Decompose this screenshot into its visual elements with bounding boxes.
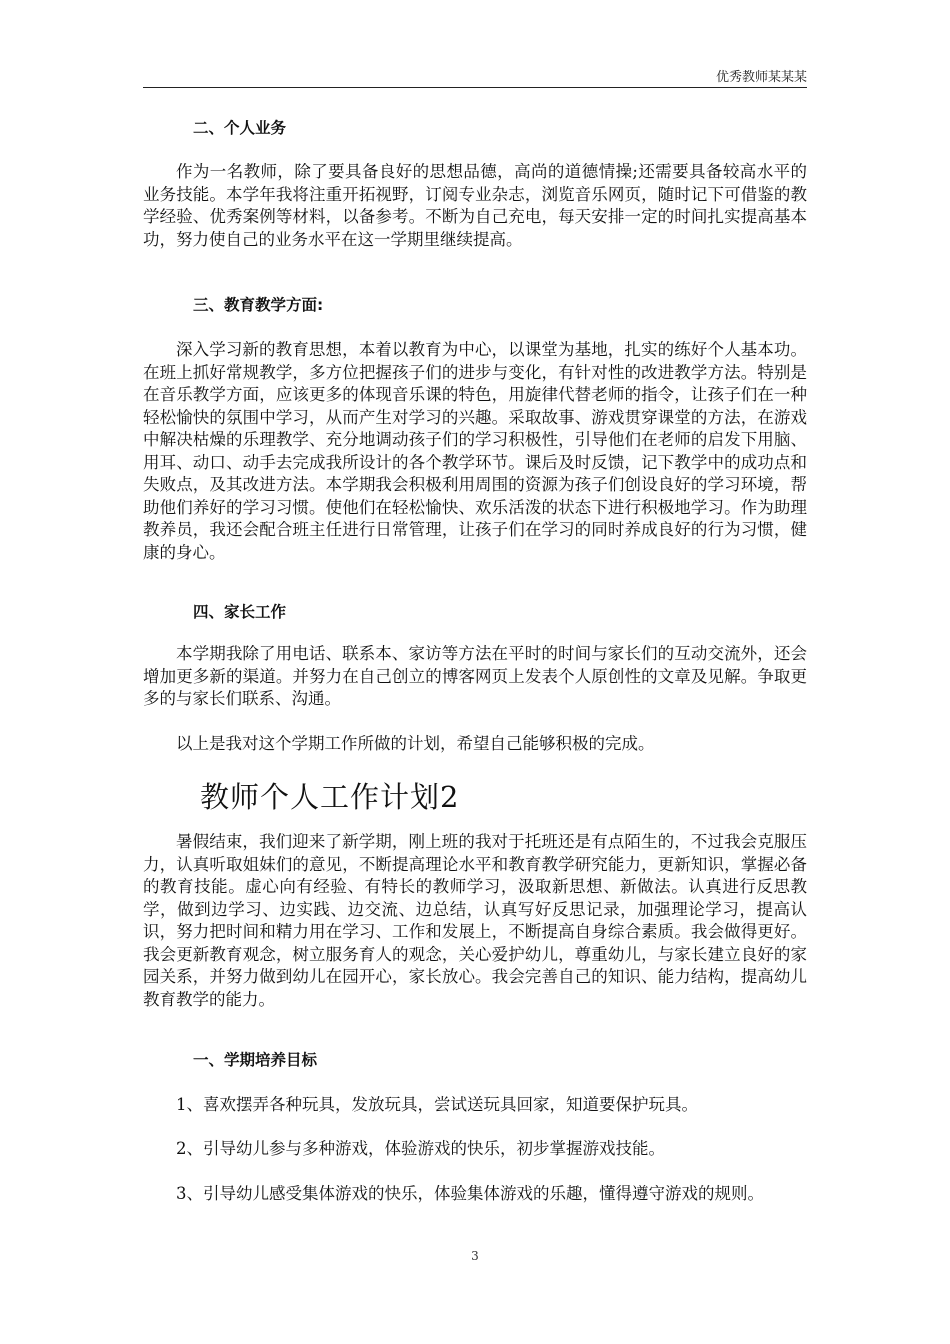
list-item-goal-3: 3、引导幼儿感受集体游戏的快乐，体验集体游戏的乐趣，懂得遵守游戏的规则。 <box>176 1184 764 1203</box>
paragraph-teaching: 深入学习新的教育思想，本着以教育为中心，以课堂为基地，扎实的练好个人基本功。在班上抓好常规教学，多方位把握孩子们的进步与变化，有针对性的改进教学方法。特别是在音乐教学方面，应该更多的体现音乐课的特色，用旋律代替老师的指令，让孩子们在一种轻松愉快的氛围中学习，从而产生对学习的兴趣。采取故事、游戏贯穿课堂的方法，在游戏中解决枯燥的乐理教学、充分地调动孩子们的学习积极性，引导他们在老师的启发下用脑、用耳、动口、动手去完成我所设计的各个教学环节。课后及时反馈，记下教学中的成功点和失败点，及其改进方法。本学期我会积极利用周围的资源为孩子们创设良好的学习环境，帮助他们养好的学习习惯。使他们在轻松愉快、欢乐活泼的状态下进行积极地学习。作为助理教养员，我还会配合班主任进行日常管理，让孩子们在学习的同时养成良好的行为习惯，健康的身心。 <box>143 340 807 562</box>
section-heading-personal-business: 二、个人业务 <box>193 119 287 137</box>
paragraph-plan2-intro: 暑假结束，我们迎来了新学期，刚上班的我对于托班还是有点陌生的，不过我会克服压力，认真听取姐妹们的意见，不断提高理论水平和教育教学研究能力，更新知识，掌握必备的教育技能。虚心向有经验、有特长的教师学习，汲取新思想、新做法。认真进行反思教学，做到边学习、边实践、边交流、边总结，认真写好反思记录，加强理论学习，提高认识，努力把时间和精力用在学习、工作和发展上，不断提高自身综合素质。我会做得更好。我会更新教育观念，树立服务育人的观念，关心爱护幼儿，尊重幼儿，与家长建立良好的家园关系，并努力做到幼儿在园开心，家长放心。我会完善自己的知识、能力结构，提高幼儿教育教学的能力。 <box>143 832 807 1009</box>
section-heading-parents: 四、家长工作 <box>193 603 287 621</box>
paragraph-closing: 以上是我对这个学期工作所做的计划，希望自己能够积极的完成。 <box>176 734 655 753</box>
paragraph-parents: 本学期我除了用电话、联系本、家访等方法在平时的时间与家长们的互动交流外，还会增加更多新的渠道。并努力在自己创立的博客网页上发表个人原创性的文章及见解。争取更多的与家长们联系、沟通。 <box>143 644 807 708</box>
header-divider <box>143 87 807 88</box>
page-number: 3 <box>471 1249 479 1263</box>
document-title-plan-2: 教师个人工作计划2 <box>200 780 460 814</box>
list-item-goal-1: 1、喜欢摆弄各种玩具，发放玩具，尝试送玩具回家，知道要保护玩具。 <box>176 1095 698 1114</box>
section-heading-semester-goals: 一、学期培养目标 <box>193 1051 318 1069</box>
page-header-author: 优秀教师某某某 <box>715 70 807 85</box>
paragraph-personal-business: 作为一名教师，除了要具备良好的思想品德，高尚的道德情操;还需要具备较高水平的业务技能。本学年我将注重开拓视野，订阅专业杂志，浏览音乐网页，随时记下可借鉴的教学经验、优秀案例等材料，以备参考。不断为自己充电，每天安排一定的时间扎实提高基本功，努力使自己的业务水平在这一学期里继续提高。 <box>143 162 807 249</box>
list-item-goal-2: 2、引导幼儿参与多种游戏，体验游戏的快乐，初步掌握游戏技能。 <box>176 1139 665 1158</box>
section-heading-teaching: 三、教育教学方面: <box>193 296 324 314</box>
